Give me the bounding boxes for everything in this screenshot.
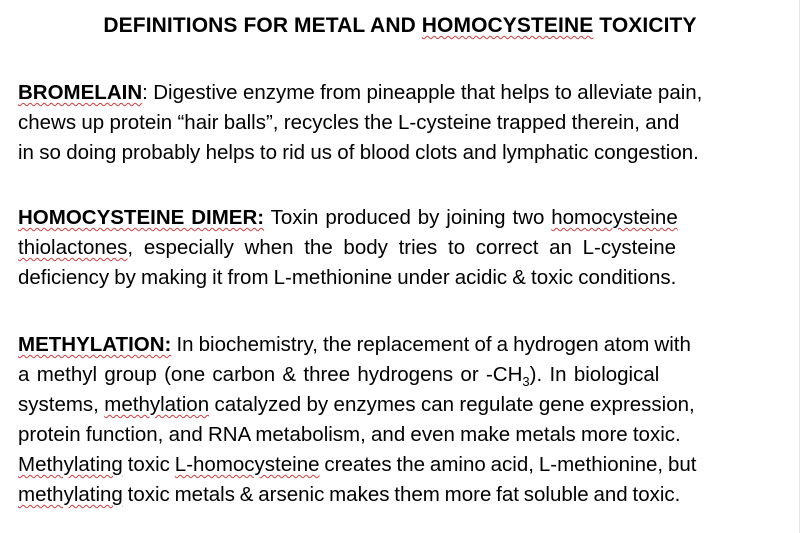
dimer-text-2a: thiolactones [18, 236, 128, 259]
methylation-text-5b: toxic [122, 453, 175, 476]
title-homocysteine-word: HOMOCYSTEINE [421, 14, 594, 37]
title-part-2: TOXICITY [593, 14, 697, 37]
methylation-subscript: 3 [522, 374, 530, 390]
dimer-text-1a: Toxin produced by joining two [264, 206, 552, 229]
methylation-line-6 [18, 480, 780, 510]
term-bromelain: BROMELAIN [18, 81, 143, 104]
methylation-text-1: In biochemistry, the replacement of a hydrogen atom with [171, 333, 691, 356]
methylation-text-5c: L-homocysteine [174, 453, 320, 476]
methylation-text-6a: methylating [18, 483, 123, 506]
bromelain-text-1: : Digestive enzyme from pineapple that helps to alleviate pain, [142, 81, 703, 104]
bromelain-line-3: in so doing probably helps to rid us of blood clots and lymphatic congestion. [18, 141, 699, 164]
dimer-line-1 [18, 203, 780, 233]
title-part-1: DEFINITIONS FOR METAL AND [103, 14, 422, 37]
page-title [0, 14, 800, 38]
definition-bromelain [18, 78, 780, 168]
methylation-text-3b: methylation [104, 393, 210, 416]
methylation-text-5a: Methylating [18, 453, 123, 476]
methylation-text-2b: ). In biological [529, 363, 660, 386]
term-homocysteine-dimer: HOMOCYSTEINE DIMER: [18, 206, 265, 229]
methylation-text-5d: creates the amino acid, L-methionine, but [319, 453, 697, 476]
methylation-text-3a: systems, [18, 393, 105, 416]
definition-methylation [18, 330, 780, 510]
bromelain-line-2: chews up protein “hair balls”, recycles the L-cysteine trapped therein, and [18, 111, 680, 134]
dimer-line-2 [18, 233, 780, 263]
dimer-text-2b: , especially when the body tries to correct an L-cysteine [127, 236, 677, 259]
methylation-line-4: protein function, and RNA metabolism, and even make metals more toxic. [18, 423, 681, 446]
methylation-text-2a: a methyl group (one carbon & three hydrogens or -CH [18, 363, 523, 386]
dimer-line-3: deficiency by making it from L-methionine under acidic & toxic conditions. [18, 266, 677, 289]
term-methylation: METHYLATION: [18, 333, 172, 356]
methylation-line-5 [18, 450, 780, 480]
methylation-text-3c: catalyzed by enzymes can regulate gene expression, [209, 393, 695, 416]
methylation-line-2 [18, 360, 780, 390]
definition-homocysteine-dimer [18, 203, 780, 293]
methylation-text-6b: toxic metals & arsenic makes them more fat soluble and toxic. [122, 483, 681, 506]
bromelain-line-1 [18, 78, 780, 108]
methylation-line-1 [18, 330, 780, 360]
methylation-line-3 [18, 390, 780, 420]
dimer-text-1b: homocysteine [551, 206, 678, 229]
